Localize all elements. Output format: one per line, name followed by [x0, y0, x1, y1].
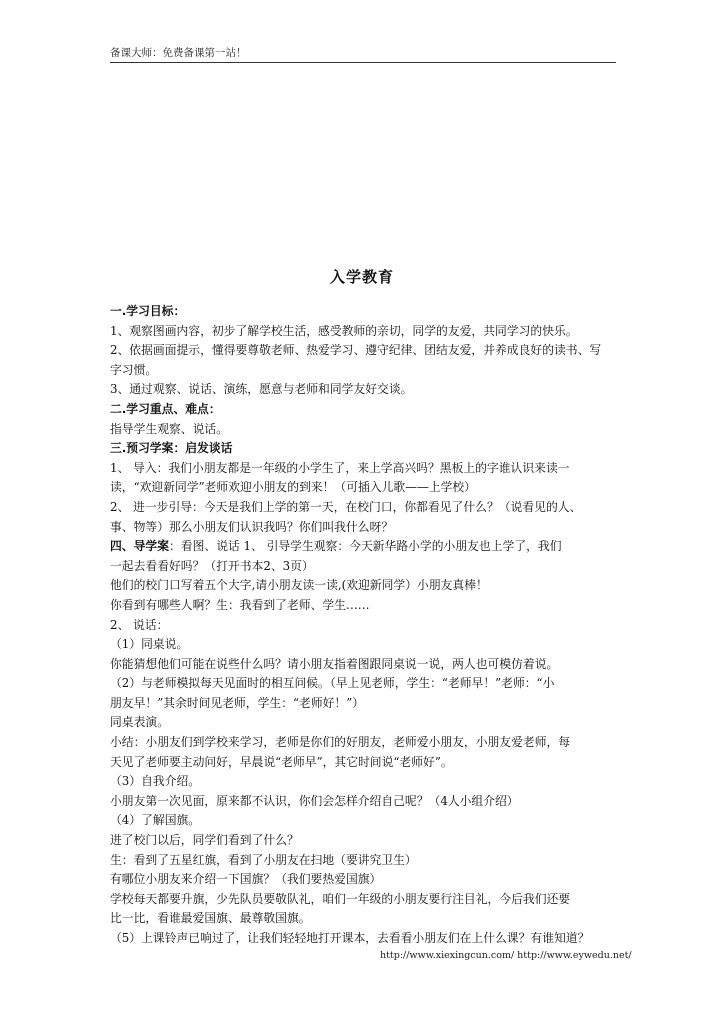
paragraph-line: 你看到有哪些人啊？生：我看到了老师、学生…… — [110, 597, 370, 612]
document-body — [110, 302, 620, 949]
paragraph-line: 1、 导入：我们小朋友都是一年级的小学生了，来上学高兴吗？黑板上的字谁认识来读一 — [110, 460, 570, 475]
heading-preview: 三.预习学案：启发谈话 — [110, 441, 233, 456]
paragraph-line: 3、通过观察、说话、演练，愿意与老师和同学友好交谈。 — [110, 382, 413, 397]
paragraph-line: 2、 说话： — [110, 617, 169, 632]
paragraph-line: 小朋友第一次见面，原来都不认识，你们会怎样介绍自己呢？（4人小组介绍） — [110, 793, 519, 808]
paragraph-line: 他们的校门口写着五个大字,请小朋友读一读,(欢迎新同学）小朋友真棒！ — [110, 578, 488, 593]
paragraph-line: （4）了解国旗。 — [110, 813, 201, 828]
paragraph-line: 事、物等）那么小朋友们认识我吗？你们叫我什么呀？ — [110, 519, 394, 534]
paragraph-line: 同桌表演。 — [110, 715, 169, 730]
paragraph-line: 小结：小朋友们到学校来学习，老师是你们的好朋友，老师爱小朋友，小朋友爱老师，每 — [110, 735, 571, 750]
paragraph-line: 指导学生观察、说话。 — [110, 421, 228, 436]
page-header: 备课大师：免费备课第一站！ — [110, 46, 616, 63]
paragraph-line: 2、依据画面提示，懂得要尊敬老师、热爱学习、遵守纪律、团结友爱，并养成良好的读书、写 — [110, 343, 602, 358]
paragraph-line: 字习惯。 — [110, 362, 158, 377]
document-title: 入学教育 — [329, 268, 394, 286]
heading-learning-goals: 一.学习目标： — [110, 304, 186, 318]
paragraph-line: 1、观察图画内容，初步了解学校生活，感受教师的亲切，同学的友爱，共同学习的快乐。 — [110, 323, 578, 338]
paragraph-line: 比一比，看谁最爱国旗、最尊敬国旗。 — [110, 911, 311, 926]
paragraph-line: 2、 进一步引导：今天是我们上学的第一天，在校门口，你都看见了什么？（说看见的人、 — [110, 499, 582, 514]
heading-guided-study: 四、导学案：看图、说话 1、 引导学生观察：今天新华路小学的小朋友也上学了，我们 — [110, 539, 562, 554]
paragraph-line: 生：看到了五星红旗，看到了小朋友在扫地（要讲究卫生） — [110, 852, 417, 867]
page-footer-urls: http://www.xiexingcun.com/ http://www.eywedu.net/ — [380, 950, 632, 961]
heading-key-points: 二.学习重点、难点： — [110, 401, 221, 416]
paragraph-line: （1）同桌说。 — [110, 637, 189, 652]
paragraph-line: 有哪位小朋友来介绍一下国旗？（我们要热爱国旗） — [110, 872, 382, 887]
paragraph-line: （3）自我介绍。 — [110, 774, 201, 789]
paragraph-line: 进了校门以后，同学们看到了什么？ — [110, 833, 299, 848]
paragraph-line: 你能猜想他们可能在说些什么吗？请小朋友指着图跟同桌说一说，两人也可模仿着说。 — [110, 656, 559, 671]
paragraph-line: （2）与老师模拟每天见面时的相互问候。（早上见老师，学生：“老师早！”老师：“小 — [110, 676, 555, 691]
paragraph-line: 一起去看看好吗？（打开书本2、3页） — [110, 558, 314, 573]
paragraph-line: 天见了老师要主动问好，早晨说“老师早”，其它时间说“老师好”。 — [110, 754, 453, 769]
paragraph-line: （5）上课铃声已响过了，让我们轻轻地打开课本，去看看小朋友们在上什么课？有谁知道？ — [110, 931, 590, 945]
paragraph-line: 学校每天都要升旗，少先队员要敬队礼，咱们一年级的小朋友要行注目礼，今后我们还要 — [110, 891, 571, 906]
paragraph-line: 朋友早！”其余时间见老师，学生：“老师好！”） — [110, 695, 365, 710]
paragraph-line: 读，“欢迎新同学”老师欢迎小朋友的到来！（可插入儿歌——上学校） — [110, 480, 476, 495]
